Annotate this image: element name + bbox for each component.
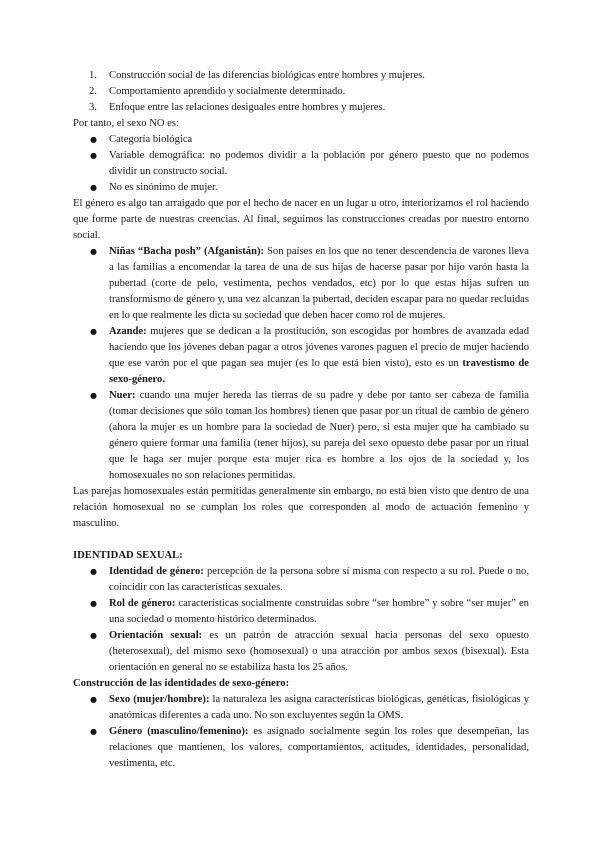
bullet-icon: ● <box>90 727 97 736</box>
list-item <box>73 84 529 100</box>
list-item-text: mujeres que se dedican a la prostitución, son escogidas por hombres de avanzada edad haciendo que los jóvenes deban pagar a otros jóvenes varones paguen el precio de mujer haciendo que ese varón por el que pagan sea mujer (es lo que está bien visto), esto es un <box>109 326 529 369</box>
construccion-list <box>73 692 529 772</box>
list-item-text: es un patrón de atracción sexual hacia personas del sexo opuesto (heterosexual), del mismo sexo (homosexual) o una atracción por ambos sexos (bisexual). Esta orientación en general no se estabiliza hasta los 25 años. <box>109 630 529 673</box>
bullet-icon: ● <box>90 695 97 704</box>
sexo-list <box>73 132 529 196</box>
list-item <box>73 180 529 196</box>
term: Identidad de género: <box>109 566 204 577</box>
list-item <box>73 724 529 772</box>
list-item-text: Construcción social de las diferencias biológicas entre hombres y mujeres. <box>109 70 425 81</box>
term: Niñas “Bacha posh” (Afganistán): <box>109 246 265 257</box>
document-page <box>73 68 529 772</box>
term: Nuer: <box>109 390 136 401</box>
spacer <box>73 532 529 548</box>
bullet-icon: ● <box>90 135 97 144</box>
list-item-text: características socialmente construidas sobre “ser hombre” y sobre “ser mujer” en una sociedad o momento histórico determinados. <box>109 598 529 625</box>
bullet-icon: ● <box>90 599 97 608</box>
term: Orientación sexual: <box>109 630 203 641</box>
bullet-icon: ● <box>90 151 97 160</box>
list-number: 2. <box>89 86 97 97</box>
list-number: 3. <box>89 102 97 113</box>
section-heading: Construcción de las identidades de sexo-género: <box>73 678 290 689</box>
list-item-text: Enfoque entre las relaciones desiguales entre hombres y mujeres. <box>109 102 386 113</box>
list-item-text: es asignado socialmente según los roles que desempeñan, las relaciones que mantienen, los valores, comportamientos, actitudes, identidades, personalidad, vestimenta, etc. <box>109 726 530 769</box>
list-item <box>73 132 529 148</box>
list-item <box>73 628 529 676</box>
list-item <box>73 324 529 388</box>
list-item-text: Son países en los que no tener descendencia de varones lleva a las familias a encomendar la tarea de una de sus hijas de hacerse pasar por hijo varón hasta la pubertad (corte de pelo, vestimenta, pechos vendados, etc) por lo que estas hijas sufren un transformismo de género y, una vez alcanzan la pubertad, deciden escapar para no quedar recluidas en lo que realmente les dicta su sociedad que deben hacer como rol de mujeres. <box>109 246 529 321</box>
cases-list <box>73 244 529 484</box>
list-number: 1. <box>89 70 97 81</box>
list-item <box>73 596 529 628</box>
list-item-text: Comportamiento aprendido y socialmente determinado. <box>109 86 346 97</box>
bullet-icon: ● <box>90 631 97 640</box>
list-item-text: Categoría biológica <box>109 134 193 145</box>
numbered-list <box>73 68 529 116</box>
list-item <box>73 244 529 324</box>
section-heading: IDENTIDAD SEXUAL: <box>73 550 183 561</box>
bullet-icon: ● <box>90 391 97 400</box>
list-item <box>73 388 529 484</box>
list-item-text: percepción de la persona sobre sí misma con respecto a su rol. Puede o no, coincidir con las características sexuales. <box>109 566 529 593</box>
list-item <box>73 100 529 116</box>
list-item-text: No es sinónimo de mujer. <box>109 182 218 193</box>
term: Género (masculino/femenino): <box>109 726 249 737</box>
bullet-icon: ● <box>90 567 97 576</box>
list-item-text: cuando una mujer hereda las tierras de su padre y debe por tanto ser cabeza de familia (tomar decisiones que sólo toman los hombres) tienen que pasar por un ritual de cambio de género (ahora la mujer es un hombre para la sociedad de Nuer) pero, si esta mujer que ha cambiado su género quiere formar una familia (tener hijos), su pareja del sexo opuesto debe pasar por un ritual que le haga ser mujer porque esta mujer rica es hombre a los ojos de la sociedad y, los homosexuales no son relaciones permitidas. <box>109 390 529 481</box>
bullet-icon: ● <box>90 327 97 336</box>
sexo-intro: Por tanto, el sexo NO es: <box>73 118 179 129</box>
list-item <box>73 68 529 84</box>
term: Sexo (mujer/hombre): <box>109 694 210 705</box>
bullet-icon: ● <box>90 183 97 192</box>
term: Rol de género: <box>109 598 176 609</box>
list-item-text: la naturaleza les asigna características biológicas, genéticas, fisiológicas y anatómicas diferentes a cada uno. No son excluyentes según la OMS. <box>109 694 529 721</box>
list-item <box>73 564 529 596</box>
list-item <box>73 148 529 180</box>
genero-paragraph: El género es algo tan arraigado que por el hecho de nacer en un lugar u otro, interiorizamos el rol haciendo que forme parte de nuestras creencias. Al final, seguimos las construcciones creadas por nuestro entorno social. <box>73 198 529 241</box>
term: travestismo de sexo-género. <box>109 358 529 385</box>
identidad-list <box>73 564 529 676</box>
bullet-icon: ● <box>90 247 97 256</box>
parejas-paragraph: Las parejas homosexuales están permitidas generalmente sin embargo, no está bien visto que dentro de una relación homosexual no se cumplan los roles que corresponden al modo de actuación femenino y masculino. <box>73 486 529 529</box>
list-item-text: Variable demográfica: no podemos dividir a la población por género puesto que no podemos dividir un constructo social. <box>109 150 529 177</box>
list-item <box>73 692 529 724</box>
term: Azande: <box>109 326 147 337</box>
